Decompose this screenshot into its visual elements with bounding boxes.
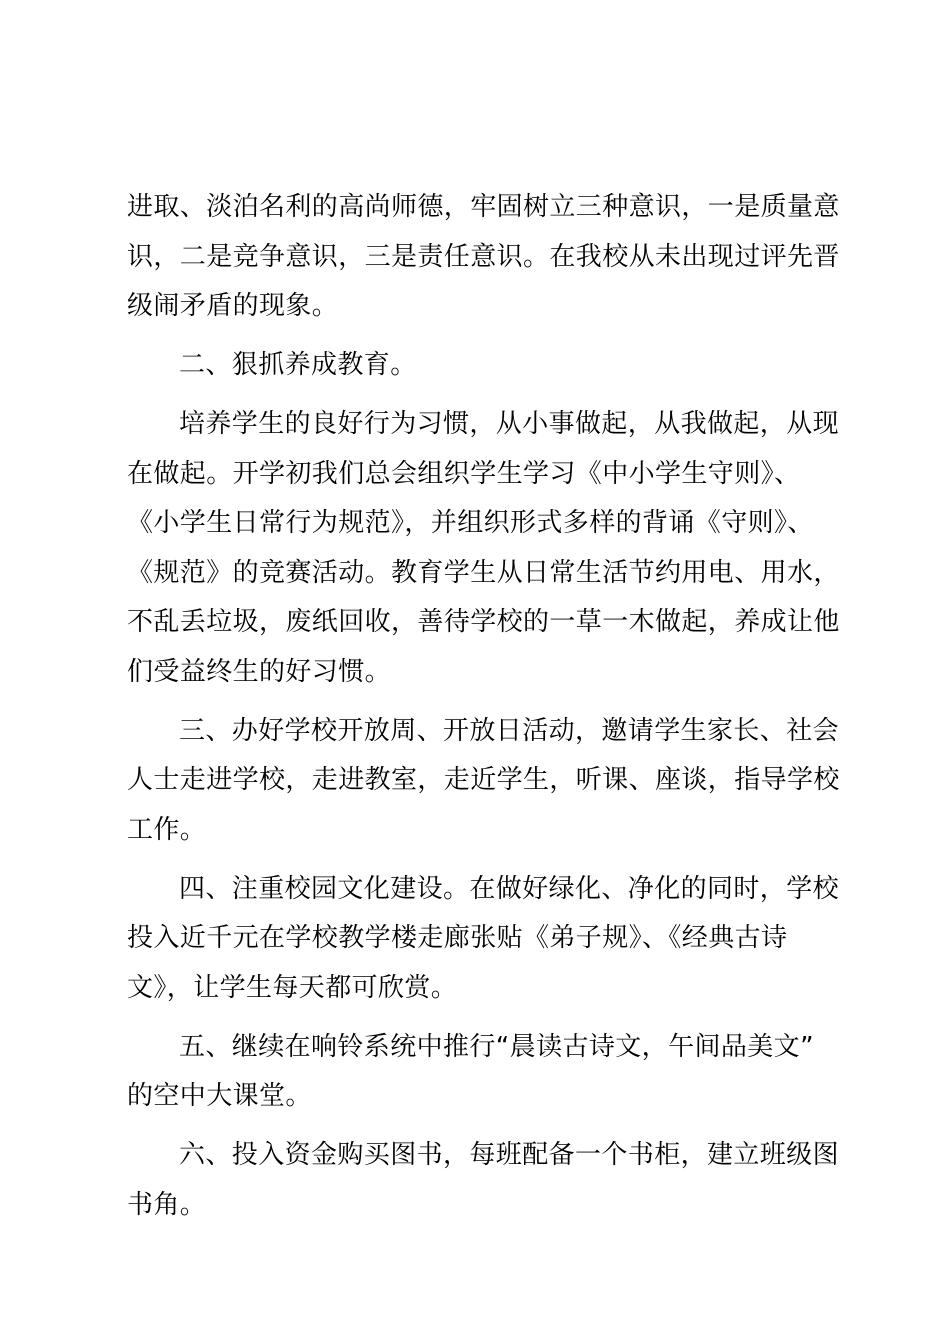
paragraph-3	[127, 400, 840, 697]
text-line: 《规范》的竞赛活动。教育学生从日常生活节约用电、用水，	[127, 557, 840, 588]
text-line: 投入近千元在学校教学楼走廊张贴《弟子规》、《经典古诗	[127, 923, 788, 953]
text-line: 人士走进学校，走进教室，走近学生，听课、座谈，指导学校	[127, 765, 840, 795]
text-line: 工作。	[127, 814, 207, 845]
text-line: 文》，让学生每天都可欣赏。	[127, 972, 458, 1003]
paragraph-5	[127, 865, 840, 1014]
document-body	[127, 183, 840, 1240]
text-line: 六、投入资金购买图书，每班配备一个书柜，建立班级图	[179, 1140, 840, 1170]
text-line: 们受益终生的好习惯。	[127, 656, 392, 687]
text-line: 《小学生日常行为规范》，并组织形式多样的背诵《守则》、	[127, 508, 814, 538]
text-line: 进取、淡泊名利的高尚师德，牢固树立三种意识，一是质量意	[127, 192, 840, 222]
paragraph-6	[127, 1023, 837, 1122]
paragraph-1	[127, 183, 840, 332]
text-line: 培养学生的良好行为习惯，从小事做起，从我做起，从现	[179, 409, 840, 439]
text-line: 识，二是竞争意识，三是责任意识。在我校从未出现过评先晋	[127, 241, 840, 272]
text-line: 的空中大课堂。	[127, 1081, 312, 1111]
text-line: 二、狠抓养成教育。	[179, 350, 417, 380]
text-line: 三、办好学校开放周、开放日活动，邀请学生家长、社会	[179, 715, 840, 746]
paragraph-heading-2	[127, 341, 837, 391]
text-line: 级闹矛盾的现象。	[127, 291, 339, 321]
paragraph-4	[127, 707, 840, 856]
text-line: 书角。	[127, 1189, 207, 1220]
text-line: 四、注重校园文化建设。在做好绿化、净化的同时，学校	[179, 873, 840, 904]
text-line: 不乱丢垃圾，废纸回收，善待学校的一草一木做起，养成让他	[127, 607, 840, 637]
text-line: 五、继续在响铃系统中推行“晨读古诗文，午间品美文”	[179, 1031, 814, 1062]
paragraph-7	[127, 1131, 840, 1230]
text-line: 在做起。开学初我们总会组织学生学习《中小学生守则》、	[127, 458, 801, 489]
